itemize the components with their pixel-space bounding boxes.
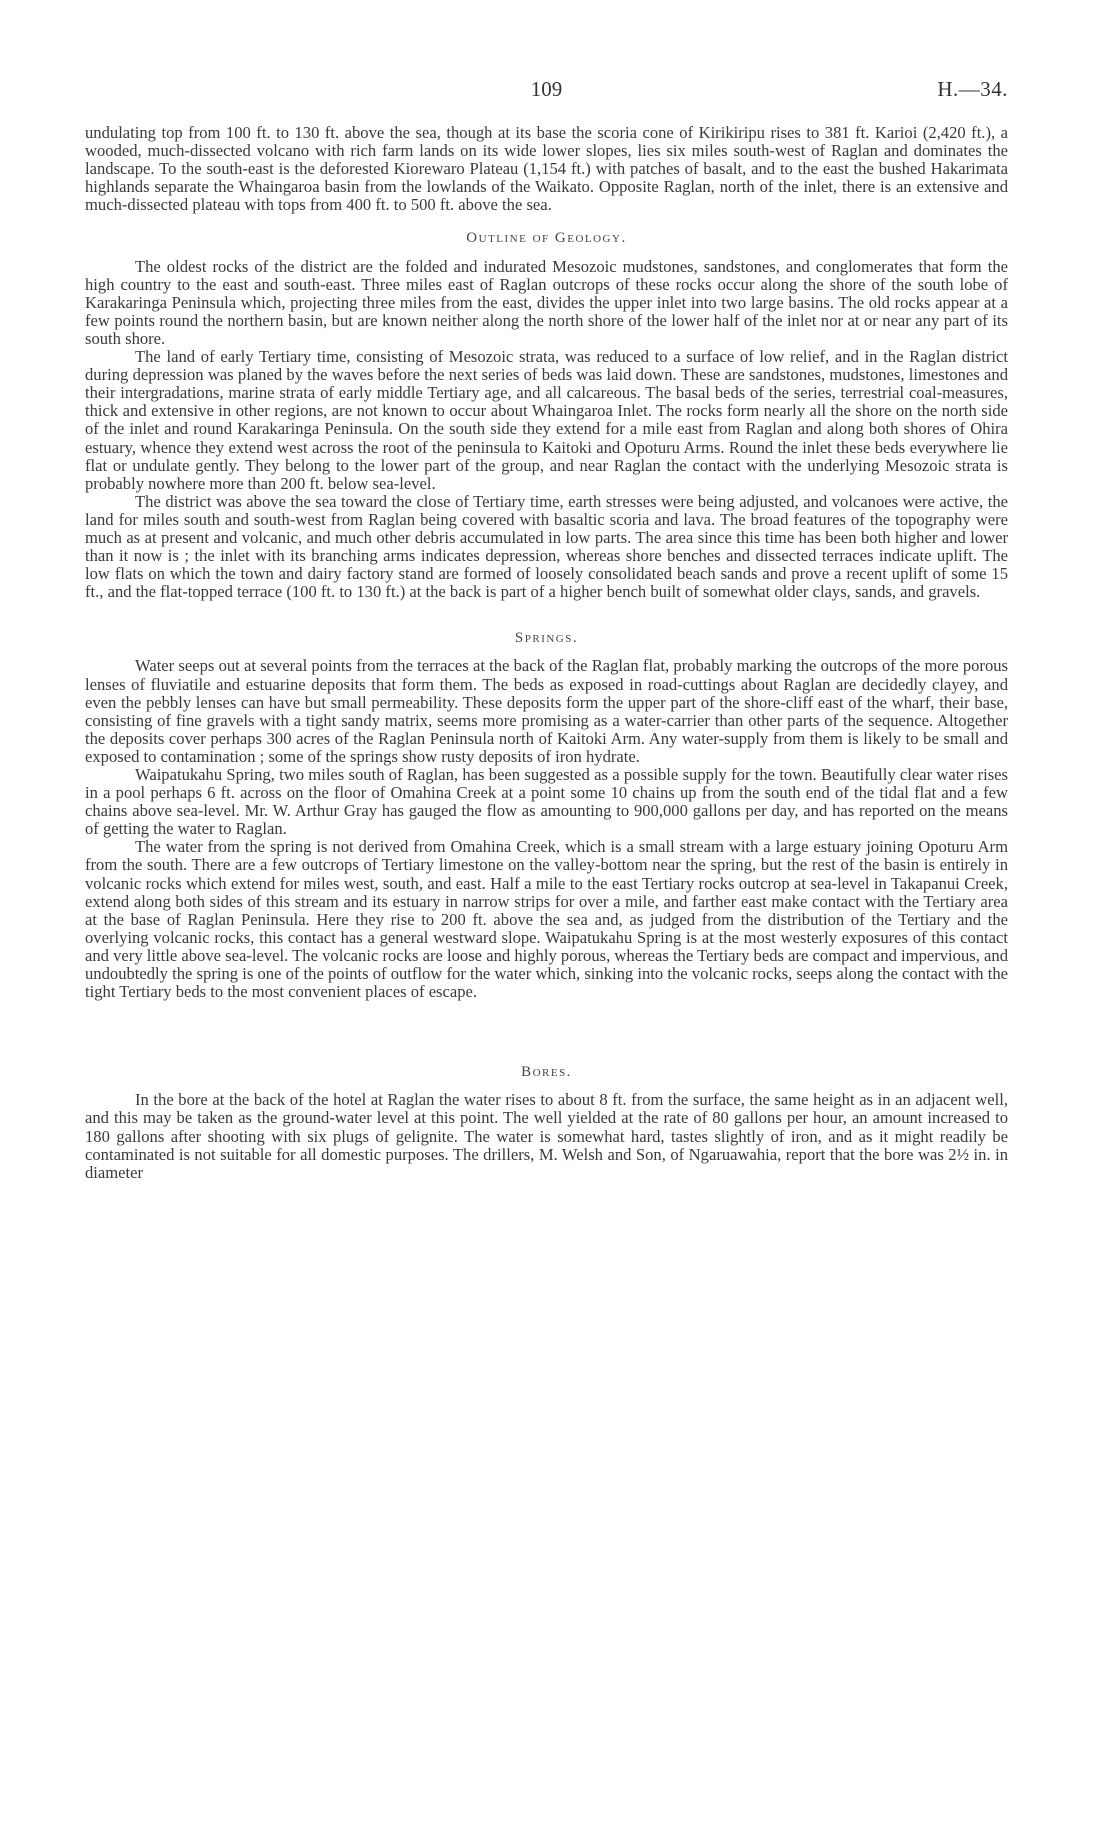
intro-paragraph: undulating top from 100 ft. to 130 ft. above the sea, though at its base the scoria cone of Kirikiripu rises to 381 ft. Karioi (2,420 ft.), a wooded, much-dissected volcano with rich farm lands on its wide lower slopes, lies six miles south-west of Raglan and dominates the landscape. To the south-east is the deforested Kiorewaro Plateau (1,154 ft.) with patches of basalt, and to the east the bushed Hakarimata highlands separate the Whaingaroa basin from the lowlands of the Waikato. Opposite Raglan, north of the inlet, there is an extensive and much-dissected plateau with tops from 400 ft. to 500 ft. above the sea.	[85, 123, 1008, 215]
document-code: H.—34.	[937, 77, 1008, 101]
springs-paragraph-1: Water seeps out at several points from the terraces at the back of the Raglan flat, probably marking the outcrops of the more porous lenses of fluviatile and estuarine deposits that form them. The beds as exposed in road-cuttings about Raglan are decidedly clayey, and even the pebbly lenses can have but small permeability. These deposits form the upper part of the shore-cliff east of the wharf, their base, consisting of fine gravels with a tight sandy matrix, seems more promising as a water-carrier than other parts of the sequence. Altogether the deposits cover perhaps 300 acres of the Raglan Peninsula north of Kaitoki Arm. Any water-supply from them is likely to be small and exposed to contamination ; some of the springs show rusty deposits of iron hydrate.	[85, 656, 1008, 766]
page-number: 109	[530, 77, 563, 101]
document-body	[85, 124, 1008, 1182]
section-heading-bores: Bores.	[521, 1064, 572, 1081]
section-heading-springs: Springs.	[514, 630, 579, 647]
springs-paragraph-2: Waipatukahu Spring, two miles south of Raglan, has been suggested as a possible supply for the town. Beautifully clear water rises in a pool perhaps 6 ft. across on the floor of Omahina Creek at a point some 10 chains up from the south end of the tidal flat and a few chains above sea-level. Mr. W. Arthur Gray has gauged the flow as amounting to 900,000 gallons per day, and has reported on the means of getting the water to Raglan.	[85, 765, 1008, 839]
geology-paragraph-3: The district was above the sea toward the close of Tertiary time, earth stresses were being adjusted, and volcanoes were active, the land for miles south and south-west from Raglan being covered with basaltic scoria and lava. The broad features of the topography were much as at present and volcanic, and much other debris accumulated in low parts. The area since this time has been both higher and lower than it now is ; the inlet with its branching arms indicates depression, whereas shore benches and dissected terraces indicate uplift. The low flats on which the town and dairy factory stand are formed of loosely consolidated beach sands and prove a recent uplift of some 15 ft., and the flat-topped terrace (100 ft. to 130 ft.) at the back is part of a higher bench built of somewhat older clays, sands, and gravels.	[85, 491, 1008, 602]
geology-paragraph-1: The oldest rocks of the district are the folded and indurated Mesozoic mudstones, sandstones, and conglomerates that form the high country to the east and south-east. Three miles east of Raglan outcrops of these rocks occur along the shore of the south lobe of Karakaringa Peninsula which, projecting three miles from the east, divides the upper inlet into two large basins. The old rocks appear at a few points round the northern basin, but are known neither along the north shore of the lower half of the inlet nor at or near any part of its south shore.	[85, 256, 1008, 348]
bores-paragraph-1: In the bore at the back of the hotel at Raglan the water rises to about 8 ft. from the surface, the same height as in an adjacent well, and this may be taken as the ground-water level at this point. The well yielded at the rate of 80 gallons per hour, an amount increased to 180 gallons after shooting with six plugs of gelignite. The water is somewhat hard, tastes slightly of iron, and as it might readily be contaminated is not suitable for all domestic purposes. The drillers, M. Welsh and Son, of Ngaruawahia, report that the bore was 2½ in. in diameter	[85, 1090, 1008, 1182]
page-header	[85, 77, 1008, 104]
section-heading-geology: Outline of Geology.	[466, 230, 627, 247]
springs-paragraph-3: The water from the spring is not derived from Omahina Creek, which is a small stream with a large estuary joining Opoturu Arm from the south. There are a few outcrops of Tertiary limestone on the valley-bottom near the spring, but the rest of the basin is entirely in volcanic rocks which extend for miles west, south, and east. Half a mile to the east Tertiary rocks outcrop at sea-level in Takapanui Creek, extend along both sides of this stream and its estuary in narrow strips for over a mile, and farther east make contact with the Tertiary area at the base of Raglan Peninsula. Here they rise to 200 ft. above the sea and, as judged from the distribution of the Tertiary and the overlying volcanic rocks, this contact has a general westward slope. Waipatukahu Spring is at the most westerly exposures of this contact and very little above sea-level. The volcanic rocks are loose and highly porous, whereas the Tertiary beds are compact and impervious, and undoubtedly the spring is one of the points of outflow for the water which, sinking into the volcanic rocks, seeps along the contact with the tight Tertiary beds to the most convenient places of escape.	[85, 837, 1008, 1002]
geology-paragraph-2: The land of early Tertiary time, consisting of Mesozoic strata, was reduced to a surface of low relief, and in the Raglan district during depression was planed by the waves before the next series of beds was laid down. These are sandstones, mudstones, limestones and their intergradations, marine strata of early middle Tertiary age, and all calcareous. The basal beds of the series, terrestrial coal-measures, thick and extensive in other regions, are not known to occur about Whaingaroa Inlet. The rocks form nearly all the shore on the north side of the inlet and round Karakaringa Peninsula. On the south side they extend for a mile east from Raglan and along both shores of Ohira estuary, whence they extend west across the root of the peninsula to Kaitoki and Opoturu Arms. Round the inlet these beds everywhere lie flat or undulate gently. They belong to the lower part of the group, and near Raglan the contact with the underlying Mesozoic strata is probably nowhere more than 200 ft. below sea-level.	[85, 347, 1008, 493]
